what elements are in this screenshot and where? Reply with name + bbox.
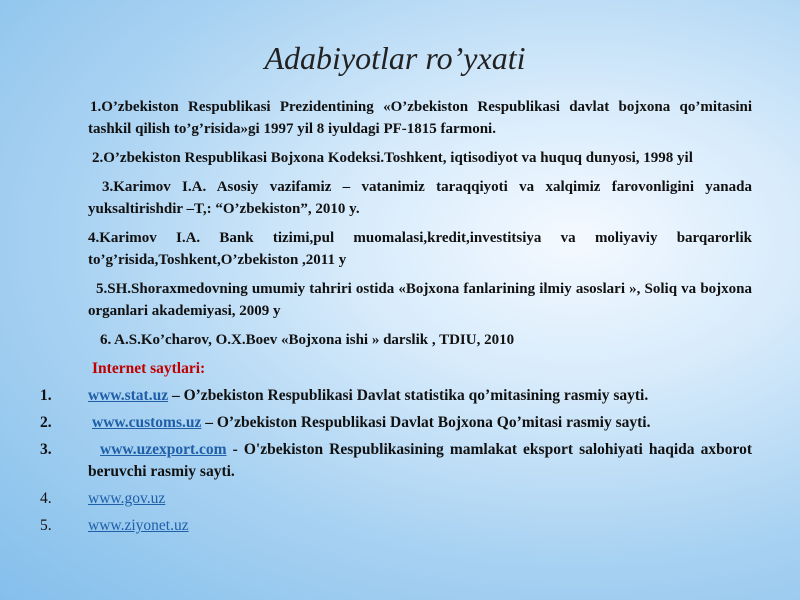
site-link[interactable]: www.customs.uz <box>92 414 202 431</box>
reference-item: 5.SH.Shoraxmedovning umumiy tahriri ostida «Bojxona fanlarining ilmiy asoslari », Soliq va bojxona organlari akademiyasi, 2009 y <box>88 281 752 319</box>
site-link[interactable]: www.ziyonet.uz <box>88 517 189 534</box>
site-number: 5. <box>40 517 52 534</box>
reference-item: 2.O’zbekiston Respublikasi Bojxona Kodeksi.Toshkent, iqtisodiyot va huquq dunyosi, 1998 yil <box>92 150 693 166</box>
page-title: Adabiyotlar ro’yxati <box>264 40 526 76</box>
site-link[interactable]: www.gov.uz <box>88 490 166 507</box>
content <box>0 96 800 542</box>
site-number: 1. <box>40 387 52 404</box>
reference-item: 1.O’zbekiston Respublikasi Prezidentining «O’zbekiston Respublikasi davlat bojxona qo’mitasini tashkil qilish to’g’risida»gi 1997 yil 8 iyuldagi PF-1815 farmoni. <box>88 99 752 137</box>
site-item <box>40 488 752 510</box>
site-description: – O’zbekiston Respublikasi Davlat statistika qo’mitasining rasmiy sayti. <box>168 387 649 404</box>
site-item <box>40 385 752 407</box>
site-link[interactable]: www.stat.uz <box>88 387 169 404</box>
site-item <box>40 412 752 434</box>
site-description: – O’zbekiston Respublikasi Davlat Bojxona Qo’mitasi rasmiy sayti. <box>201 414 651 431</box>
site-item <box>40 439 752 483</box>
reference-item: 4.Karimov I.A. Bank tizimi,pul muomalasi,kredit,investitsiya va moliyaviy barqarorlik to’g’risida,Toshkent,O’zbekiston ,2011 y <box>88 230 752 268</box>
site-number: 3. <box>40 441 52 458</box>
internet-heading: Internet saytlari: <box>92 360 206 377</box>
site-link[interactable]: www.uzexport.com <box>100 441 227 458</box>
site-item <box>40 515 752 537</box>
site-number: 4. <box>40 490 52 507</box>
site-number: 2. <box>40 414 52 431</box>
reference-item: 6. A.S.Ko’charov, O.X.Boev «Bojxona ishi » darslik , TDIU, 2010 <box>100 332 515 348</box>
reference-item: 3.Karimov I.A. Asosiy vazifamiz – vatanimiz taraqqiyoti va xalqimiz farovonligini yanada yuksaltirishdir –T,: “O’zbekiston”, 2010 y. <box>88 179 752 217</box>
site-description: - O'zbekiston Respublikasining mamlakat eksport salohiyati haqida axborot beruvchi rasmiy sayti. <box>88 441 752 480</box>
